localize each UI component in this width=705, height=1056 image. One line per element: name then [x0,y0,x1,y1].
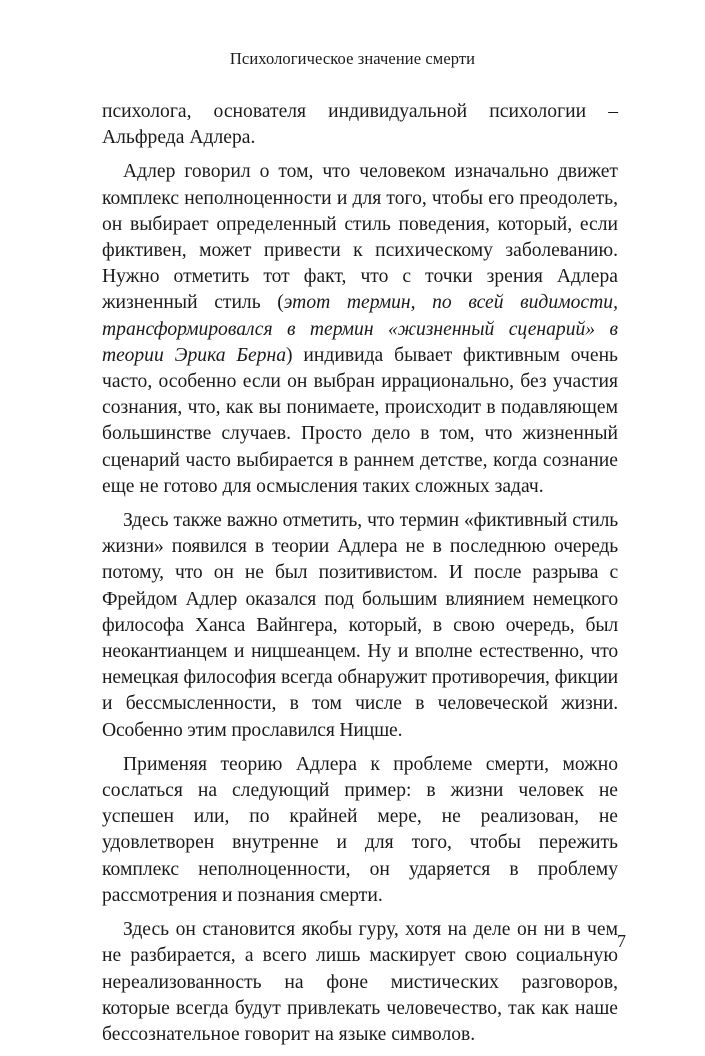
paragraph-2 [102,159,618,500]
page-number: 7 [617,931,626,951]
body-text [102,99,618,1056]
paragraph-2-italic-remark: этот термин, по всей видимости, трансформировался в термин «жизненный сценарий» в теории Эрика Берна [102,292,618,366]
paragraph-2-part-a: Адлер говорил о том, что человеком изначально движет комплекс неполноценности и для того, чтобы его преодолеть, он выбирает определенный стиль поведения, который, если фиктивен, может привести к психическому заболеванию. Нужно отметить тот факт, что с точки зрения Адлера жизненный стиль ( [102,161,618,314]
running-head: Психологическое значение смерти [229,49,476,68]
paragraph-3: Здесь также важно отметить, что термин «фиктивный стиль жизни» появился в теории Адлера не в последнюю очередь потому, что он не был позитивистом. И после разрыва с Фрейдом Адлер оказался под большим влиянием немецкого философа Ханса Вайнгера, который, в свою очередь, был неокантианцем и ницшеанцем. Ну и вполне естественно, что немецкая философия всегда обнаружит противоречия, фикции и бессмысленности, в том числе в человеческой жизни. Особенно этим прославился Ницше. [102,510,618,741]
paragraph-4: Применяя теорию Адлера к проблеме смерти, можно сослаться на следующий пример: в жизни человек не успешен или, по крайней мере, не реализован, не удовлетворен внутренне и для того, чтобы пережить комплекс неполноценности, он ударяется в проблему рассмотрения и познания смерти. [102,753,618,906]
paragraph-2-part-b: ) индивида бывает фиктивным очень часто, особенно если он выбран иррационально, без участия сознания, что, как вы понимаете, происходит в подавляющем большинстве случаев. Просто дело в том, что жизненный сценарий часто выбирается в раннем детстве, когда сознание еще не готово для осмысления таких сложных задач. [102,344,618,497]
paragraph-5: Здесь он становится якобы гуру, хотя на деле он ни в чем не разбирается, а всего лишь маскирует свою социальную нереализованность на фоне мистических разговоров, которые всегда будут привлекать человечество, так как наше бессознательное говорит на языке символов. [102,919,618,1045]
paragraph-1: психолога, основателя индивидуальной психологии – Альфреда Адлера. [102,101,618,149]
